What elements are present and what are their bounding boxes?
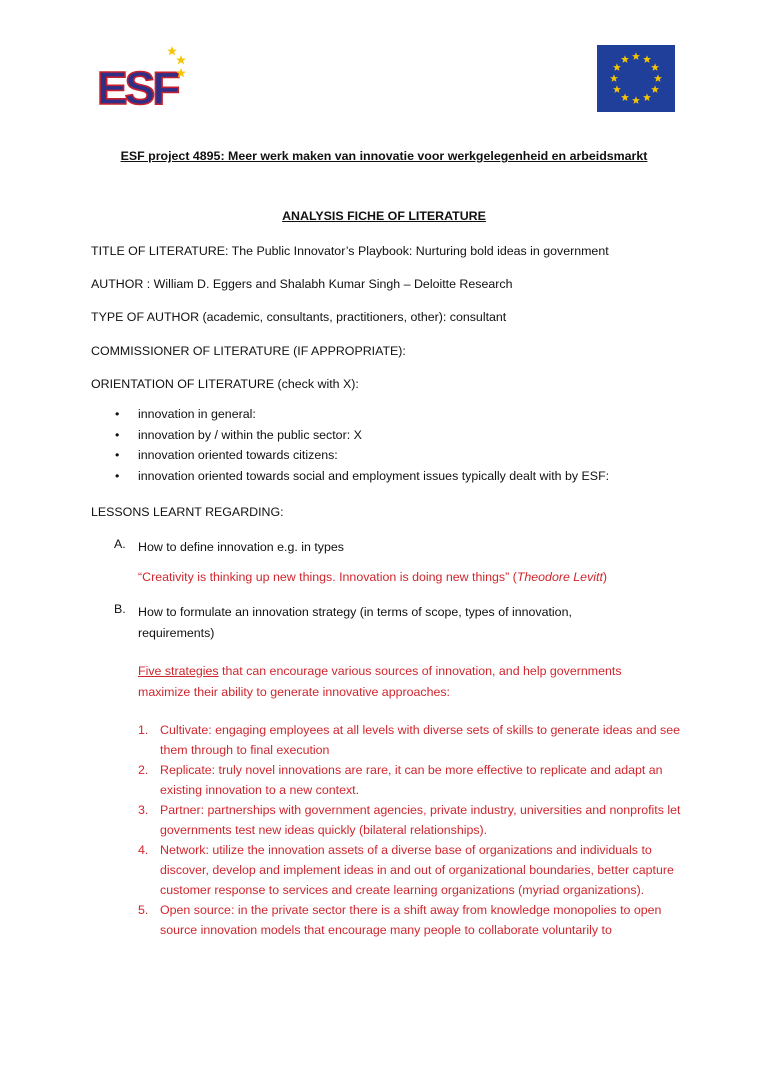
list-item: • innovation oriented towards social and employment issues typically dealt with by ESF: bbox=[115, 468, 610, 483]
type-of-author-field: TYPE OF AUTHOR (academic, consultants, practitioners, other): consultant bbox=[91, 310, 507, 324]
bullet-icon: • bbox=[115, 427, 120, 442]
project-title: ESF project 4895: Meer werk maken van innovatie voor werkgelegenheid en arbeidsmarkt bbox=[120, 149, 648, 163]
eu-flag-logo bbox=[597, 45, 675, 112]
strategies-intro: Five strategies that can encourage various sources of innovation, and help governments maximize their ability to generate innovative approaches: bbox=[138, 664, 622, 699]
lesson-b-text: How to formulate an innovation strategy (in terms of scope, types of innovation, requirements) bbox=[138, 605, 572, 640]
list-item: 4. Network: utilize the innovation assets of a diverse base of organizations and individuals to discover, develop and implement ideas in and out of organizational boundaries, better capture customer response to services and create learning organizations (myriad organizations). bbox=[138, 843, 674, 897]
levitt-quote: “Creativity is thinking up new things. Innovation is doing new things” (Theodore Levitt) bbox=[138, 570, 608, 584]
list-item: 1. Cultivate: engaging employees at all levels with diverse sets of skills to generate ideas and see them through to final execution bbox=[138, 723, 681, 757]
orientation-field: ORIENTATION OF LITERATURE (check with X): bbox=[91, 377, 359, 391]
list-item: 3. Partner: partnerships with government agencies, private industry, universities and nonprofits let governments test new ideas quickly (bilateral relationships). bbox=[138, 803, 681, 837]
author-field: AUTHOR : William D. Eggers and Shalabh Kumar Singh – Deloitte Research bbox=[91, 277, 513, 291]
fiche-title: ANALYSIS FICHE OF LITERATURE bbox=[282, 209, 486, 223]
lessons-heading: LESSONS LEARNT REGARDING: bbox=[91, 505, 284, 519]
bullet-icon: • bbox=[115, 468, 120, 483]
list-item: 5. Open source: in the private sector there is a shift away from knowledge monopolies to open source innovation models that encourage many people to collaborate voluntarily to bbox=[138, 903, 662, 937]
orientation-list bbox=[91, 407, 609, 489]
commissioner-field: COMMISSIONER OF LITERATURE (IF APPROPRIATE): bbox=[91, 344, 406, 358]
bullet-icon: • bbox=[115, 407, 120, 421]
esf-logo bbox=[95, 44, 191, 110]
quote-author: Theodore Levitt bbox=[516, 570, 603, 584]
five-strategies-label: Five strategies bbox=[138, 664, 219, 678]
list-item: • innovation by / within the public sector: X bbox=[115, 427, 362, 442]
list-item: 2. Replicate: truly novel innovations are rare, it can be more effective to replicate and adapt an existing innovation to a new context. bbox=[138, 763, 663, 797]
bullet-icon: • bbox=[115, 448, 120, 462]
lesson-a-label: A. bbox=[114, 537, 126, 551]
list-item: • innovation in general: bbox=[115, 407, 256, 421]
list-item: • innovation oriented towards citizens: bbox=[115, 448, 338, 462]
title-of-literature: TITLE OF LITERATURE: The Public Innovator’s Playbook: Nurturing bold ideas in government bbox=[91, 244, 609, 258]
esf-logo-text: ESF bbox=[97, 62, 178, 110]
strategies-list bbox=[138, 720, 683, 940]
lesson-b-label: B. bbox=[114, 602, 126, 616]
lesson-a-text: How to define innovation e.g. in types bbox=[138, 540, 344, 554]
